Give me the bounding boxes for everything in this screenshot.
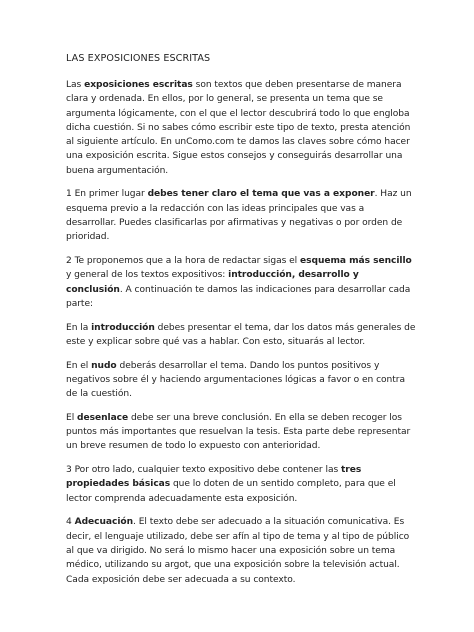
intro-text-1: Las	[66, 80, 85, 90]
introduccion-bold-1: introducción	[91, 322, 155, 333]
point-2-bold-2: introducción, desarrollo y conclusión	[66, 270, 359, 295]
point-3-text-2: que lo doten de un sentido completo, para que el lector comprenda adecuadamente esta exposición.	[66, 479, 396, 504]
point-1-text-1: 1 En primer lugar	[66, 189, 148, 200]
nudo-text-2: deberás desarrollar el tema. Dando los puntos positivos y negativos sobre él y haciendo argumentaciones lógicas a favor o en contra de la cuestión.	[66, 360, 405, 400]
point-4-text-1: 4	[66, 517, 75, 528]
point-3-paragraph	[66, 463, 416, 506]
nudo-text-1: En el	[66, 360, 92, 371]
point-4-text-2: . El texto debe ser adecuado a la situación comunicativa. Es decir, el lenguaje utilizado, debe ser afín al tipo de tema y al tipo de público al que va dirigido. No será lo mismo hacer una exposición sobre un tema médico, utilizando su argot, que una exposición sobre la televisión actual. Cada exposición debe ser adecuada a su contexto.	[66, 517, 410, 585]
desenlace-text-1: El	[66, 412, 78, 423]
point-3-text-1: 3 Por otro lado, cualquier texto expositivo debe contener las	[66, 465, 341, 476]
nudo-paragraph	[66, 359, 416, 402]
point-2-paragraph	[66, 254, 416, 311]
introduccion-paragraph	[66, 321, 416, 350]
document-title: LAS EXPOSICIONES ESCRITAS	[66, 53, 211, 64]
point-2-text-2: y general de los textos expositivos:	[66, 270, 229, 281]
point-2-bold-1: esquema más sencillo	[300, 256, 412, 267]
point-4-paragraph	[66, 515, 416, 586]
introduccion-text-2: debes presentar el tema, dar los datos más generales de este y explicar sobre qué vas a hablar. Con esto, situarás al lector.	[66, 322, 416, 347]
intro-bold-1: exposiciones escritas	[84, 80, 193, 90]
nudo-bold-1: nudo	[91, 360, 117, 371]
point-3-bold-1: tres propiedades básicas	[66, 465, 362, 490]
point-1-text-2: . Haz un esquema previo a la redacción con las ideas principales que vas a desarrollar. Puedes clasificarlas por afirmativas y negativas o por orden de prioridad.	[66, 189, 412, 243]
introduccion-text-1: En la	[66, 322, 92, 333]
desenlace-bold-1: desenlace	[77, 412, 129, 423]
point-2-text-3: . A continuación te damos las indicaciones para desarrollar cada parte:	[66, 284, 411, 309]
document-body	[66, 52, 416, 596]
point-1-paragraph	[66, 187, 416, 244]
point-1-bold-1: debes tener claro el tema que vas a exponer	[147, 189, 375, 200]
desenlace-text-2: debe ser una breve conclusión. En ella se deben recoger los puntos más importantes que resuelvan la tesis. Esta parte debe representar un breve resumen de todo lo expuesto con anterioridad.	[66, 412, 411, 452]
intro-paragraph	[66, 78, 416, 178]
intro-text-2: son textos que deben presentarse de manera clara y ordenada. En ellos, por lo general, se presenta un tema que se argumenta lógicamente, con el que el lector descubrirá todo lo que engloba dicha cuestión. Si no sabes cómo escribir este tipo de texto, presta atención al siguiente artículo. En unComo.com te damos las claves sobre cómo hacer una exposición escrita. Sigue estos consejos y conseguirás desarrollar una buena argumentación.	[66, 80, 411, 176]
desenlace-paragraph	[66, 411, 416, 454]
point-2-text-1: 2 Te proponemos que a la hora de redactar sigas el	[66, 256, 300, 267]
point-4-bold-1: Adecuación	[74, 517, 134, 528]
